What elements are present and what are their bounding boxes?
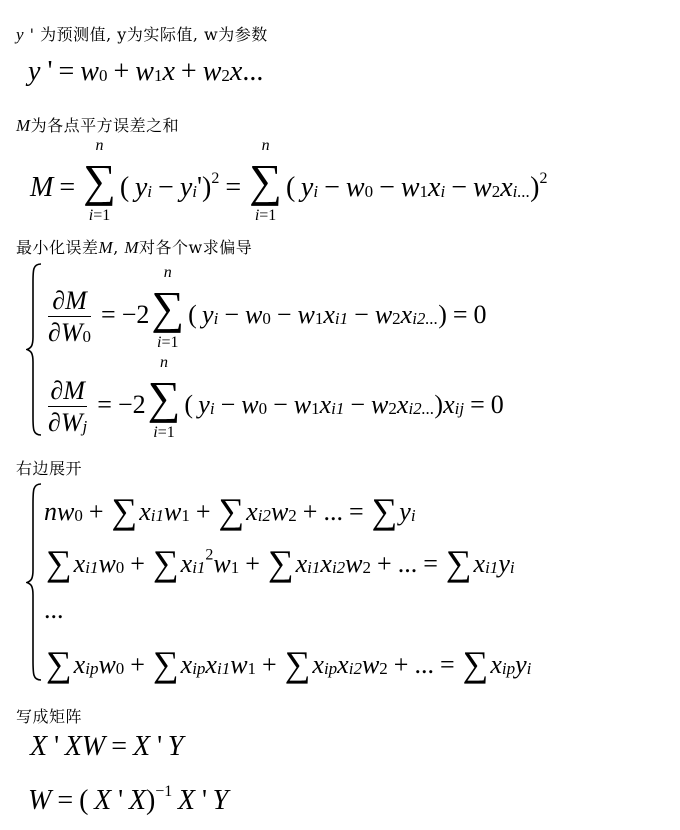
left-brace-partials	[26, 262, 44, 437]
equation-sum-squared-error: M = n ∑ i=1 ( $y_i - y_i')^2$ = n ∑ i=1 ( $y_i - w_0 - w_1x_i - w_2x_{i...})^2$	[30, 137, 548, 224]
equation-model: y ' = $w_0 + w_1x + w_2x$...	[28, 56, 264, 87]
caption-minimize: 最小化误差M, M对各个w求偏导	[16, 238, 253, 257]
equation-matrix-normal: X ' XW = X ' Y	[30, 731, 184, 762]
caption-squared-error: M为各点平方误差之和	[16, 116, 180, 135]
equation-normal-ellipsis: ...	[44, 595, 64, 624]
equation-partial-w0: $\frac{\partial M}{\partial W_0}$ = −2 n ∑ i=1 ( $y_i - w_0 - w_1x_{i1} - w_2x_{i2...}) = 0$	[48, 264, 487, 351]
equation-partial-wj: $\frac{\partial M}{\partial W_j}$ = −2 n ∑ i=1 ( $y_i - w_0 - w_1x_{i1} - w_2x_{i2...})x_{ij} = 0$	[48, 354, 504, 441]
left-brace-normal-equations	[26, 482, 44, 682]
equation-matrix-solution: W = ( X ' X)$^{-1}$ X ' Y	[28, 783, 229, 816]
equation-normal-p: $\sum x_{ip}w_0 + \sum x_{ip}x_{i1}w_1 + \sum x_{ip}x_{i2}w_2$ + ... = $\sum x_{ip}y_i$	[46, 644, 532, 684]
caption-definitions: y ' 为预测值, y为实际值, w为参数	[16, 25, 268, 44]
caption-matrix: 写成矩阵	[16, 707, 83, 726]
equation-normal-1: $nw_0 + \sum x_{i1}w_1 + \sum x_{i2}w_2$ + ... = $\sum y_i$	[44, 491, 416, 531]
equation-normal-2: $\sum x_{i1}w_0 + \sum x_{i1}^2w_1 + \sum x_{i1}x_{i2}w_2$ + ... = $\sum x_{i1}y_i$	[46, 543, 515, 583]
caption-expand: 右边展开	[16, 459, 83, 478]
